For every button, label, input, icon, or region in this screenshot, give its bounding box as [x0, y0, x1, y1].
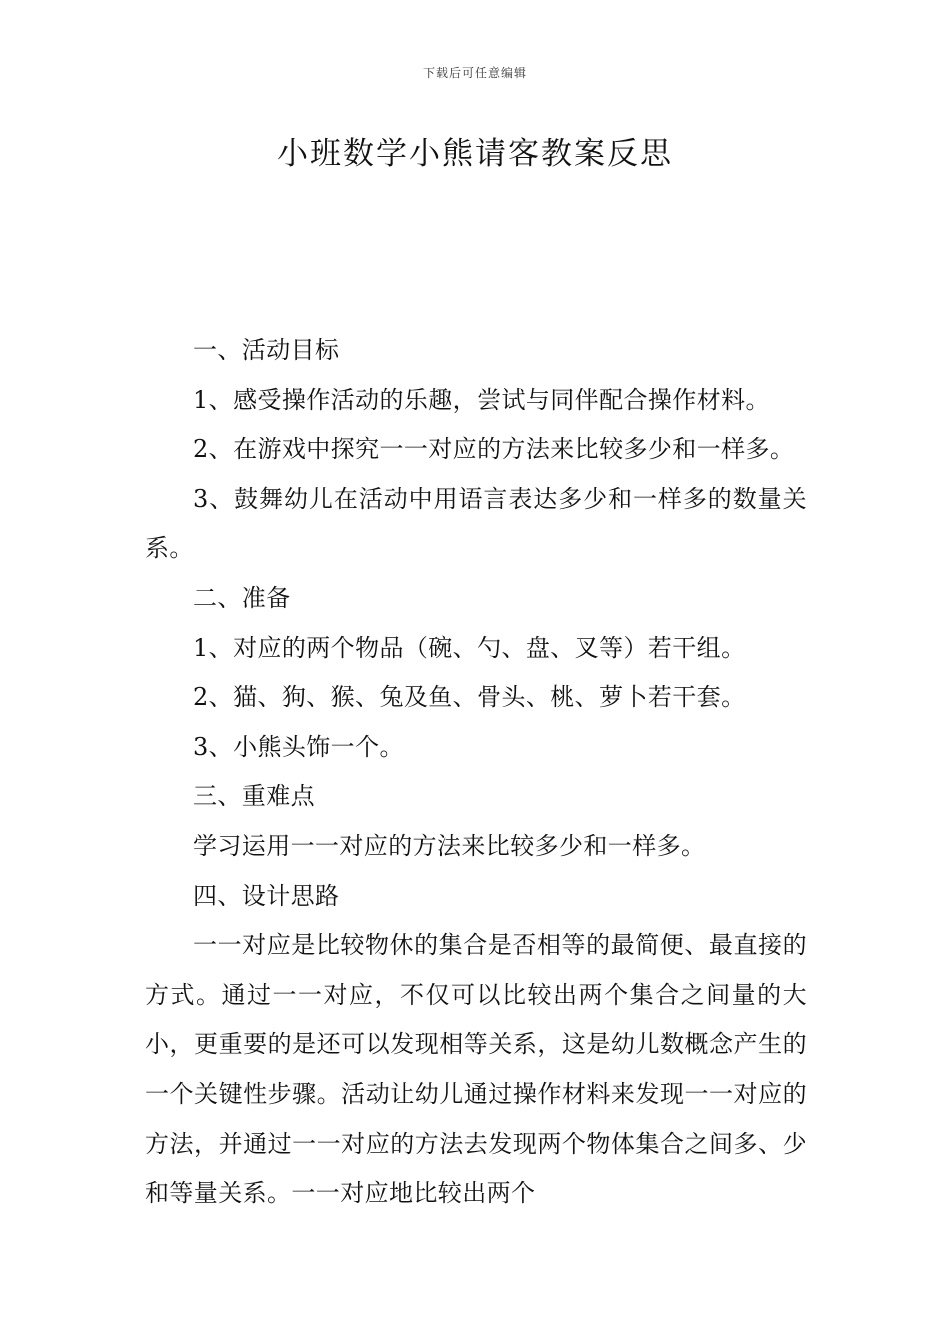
goal-item-3: 3、鼓舞幼儿在活动中用语言表达多少和一样多的数量关系。: [145, 484, 807, 563]
goal-item-2: 2、在游戏中探究一一对应的方法来比较多少和一样多。: [193, 435, 795, 464]
key-points-text: 学习运用一一对应的方法来比较多少和一样多。: [193, 831, 706, 860]
section-heading-key-points: 三、重难点: [193, 782, 315, 811]
goal-item-1: 1、感受操作活动的乐趣，尝试与同伴配合操作材料。: [193, 385, 770, 414]
preparation-item-1: 1、对应的两个物品（碗、勺、盘、叉等）若干组。: [193, 633, 746, 662]
design-paragraph: 一一对应是比较物休的集合是否相等的最简便、最直接的方式。通过一一对应，不仅可以比较出两个集合之间量的大小，更重要的是还可以发现相等关系，这是幼儿数概念产生的一个关键性步骤。活动让幼儿通过操作材料来发现一一对应的方法，并通过一一对应的方法去发现两个物体集合之间多、少和等量关系。一一对应地比较出两个: [145, 931, 807, 1208]
document-title: 小班数学小熊请客教案反思: [277, 136, 673, 172]
preparation-item-2: 2、猫、狗、猴、兔及鱼、骨头、桃、萝卜若干套。: [193, 683, 746, 712]
preparation-item-3: 3、小熊头饰一个。: [193, 732, 404, 761]
section-heading-goals: 一、活动目标: [193, 336, 340, 364]
header-note: 下载后可任意编辑: [422, 66, 527, 80]
document-body: [145, 326, 807, 1219]
section-heading-design: 四、设计思路: [193, 881, 340, 910]
section-heading-preparation: 二、准备: [193, 583, 291, 612]
